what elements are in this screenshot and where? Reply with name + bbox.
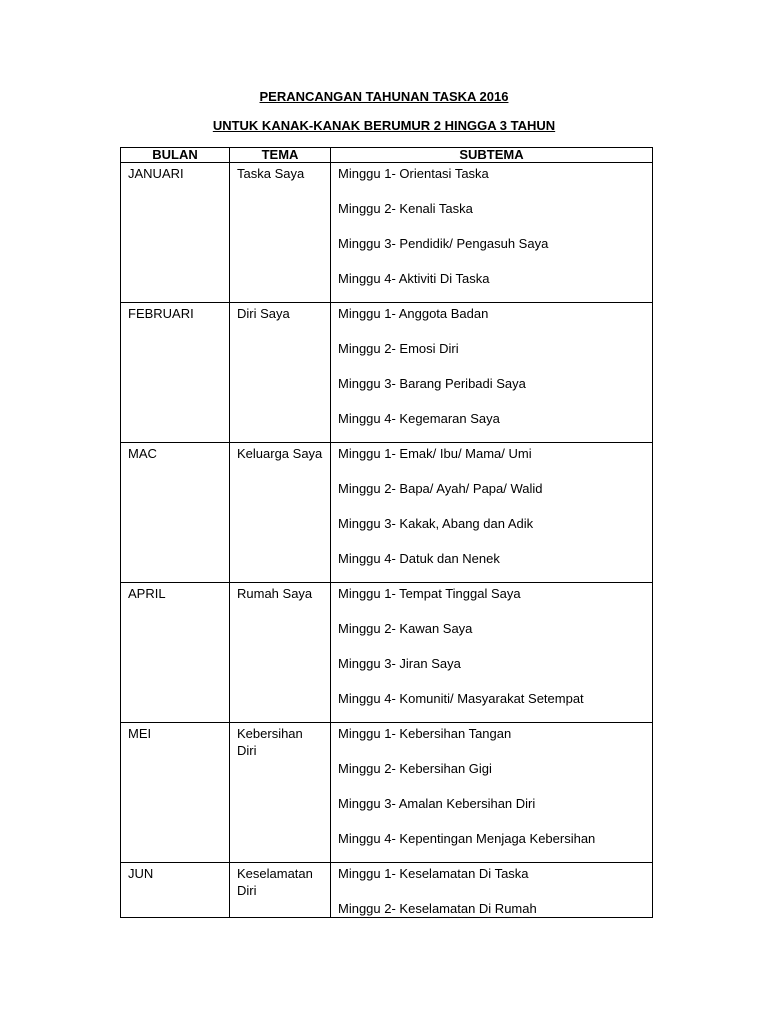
- subtema-item: Minggu 4- Komuniti/ Masyarakat Setempat: [338, 691, 584, 706]
- cell-tema: Rumah Saya: [230, 583, 331, 723]
- cell-bulan: JUN: [121, 863, 230, 918]
- table-row: [121, 163, 653, 303]
- subtema-item: Minggu 2- Keselamatan Di Rumah: [338, 901, 537, 916]
- table-row: [121, 443, 653, 583]
- table-row: [121, 303, 653, 443]
- subtema-item: Minggu 1- Tempat Tinggal Saya: [338, 586, 521, 601]
- document-subtitle: UNTUK KANAK-KANAK BERUMUR 2 HINGGA 3 TAHUN: [212, 118, 556, 133]
- subtema-item: Minggu 3- Kakak, Abang dan Adik: [338, 516, 534, 531]
- cell-tema: Kebersihan Diri: [230, 723, 331, 863]
- subtema-item: Minggu 1- Emak/ Ibu/ Mama/ Umi: [338, 446, 532, 461]
- subtema-item: Minggu 2- Kenali Taska: [338, 201, 473, 216]
- subtema-item: Minggu 1- Kebersihan Tangan: [338, 726, 512, 741]
- cell-bulan: JANUARI: [121, 163, 230, 303]
- subtema-item: Minggu 3- Jiran Saya: [338, 656, 461, 671]
- header-tema: TEMA: [230, 148, 331, 163]
- subtema-item: Minggu 1- Orientasi Taska: [338, 166, 489, 181]
- table-row: [121, 863, 653, 918]
- subtema-item: Minggu 4- Kepentingan Menjaga Kebersihan: [338, 831, 596, 846]
- cell-subtema: [331, 723, 653, 863]
- table-row: [121, 583, 653, 723]
- cell-tema: Diri Saya: [230, 303, 331, 443]
- table-row: [121, 723, 653, 863]
- subtema-item: Minggu 3- Pendidik/ Pengasuh Saya: [338, 236, 549, 251]
- subtema-item: Minggu 4- Aktiviti Di Taska: [338, 271, 490, 286]
- cell-tema: Keselamatan Diri: [230, 863, 331, 918]
- subtema-item: Minggu 2- Kebersihan Gigi: [338, 761, 492, 776]
- table-header-row: [121, 148, 653, 163]
- subtema-item: Minggu 1- Keselamatan Di Taska: [338, 866, 529, 881]
- subtema-item: Minggu 4- Kegemaran Saya: [338, 411, 500, 426]
- cell-tema: Keluarga Saya: [230, 443, 331, 583]
- cell-subtema: [331, 863, 653, 918]
- header-subtema: SUBTEMA: [331, 148, 653, 163]
- cell-subtema: [331, 163, 653, 303]
- cell-bulan: MEI: [121, 723, 230, 863]
- subtema-item: Minggu 2- Kawan Saya: [338, 621, 473, 636]
- cell-subtema: [331, 583, 653, 723]
- cell-tema: Taska Saya: [230, 163, 331, 303]
- subtema-item: Minggu 2- Bapa/ Ayah/ Papa/ Walid: [338, 481, 543, 496]
- subtema-item: Minggu 2- Emosi Diri: [338, 341, 459, 356]
- header-bulan: BULAN: [121, 148, 230, 163]
- subtema-item: Minggu 4- Datuk dan Nenek: [338, 551, 500, 566]
- cell-subtema: [331, 443, 653, 583]
- document-title: PERANCANGAN TAHUNAN TASKA 2016: [259, 89, 509, 104]
- cell-subtema: [331, 303, 653, 443]
- cell-bulan: MAC: [121, 443, 230, 583]
- subtema-item: Minggu 3- Barang Peribadi Saya: [338, 376, 526, 391]
- subtema-item: Minggu 1- Anggota Badan: [338, 306, 489, 321]
- annual-plan-table: [120, 147, 653, 918]
- cell-bulan: FEBRUARI: [121, 303, 230, 443]
- cell-bulan: APRIL: [121, 583, 230, 723]
- subtema-item: Minggu 3- Amalan Kebersihan Diri: [338, 796, 536, 811]
